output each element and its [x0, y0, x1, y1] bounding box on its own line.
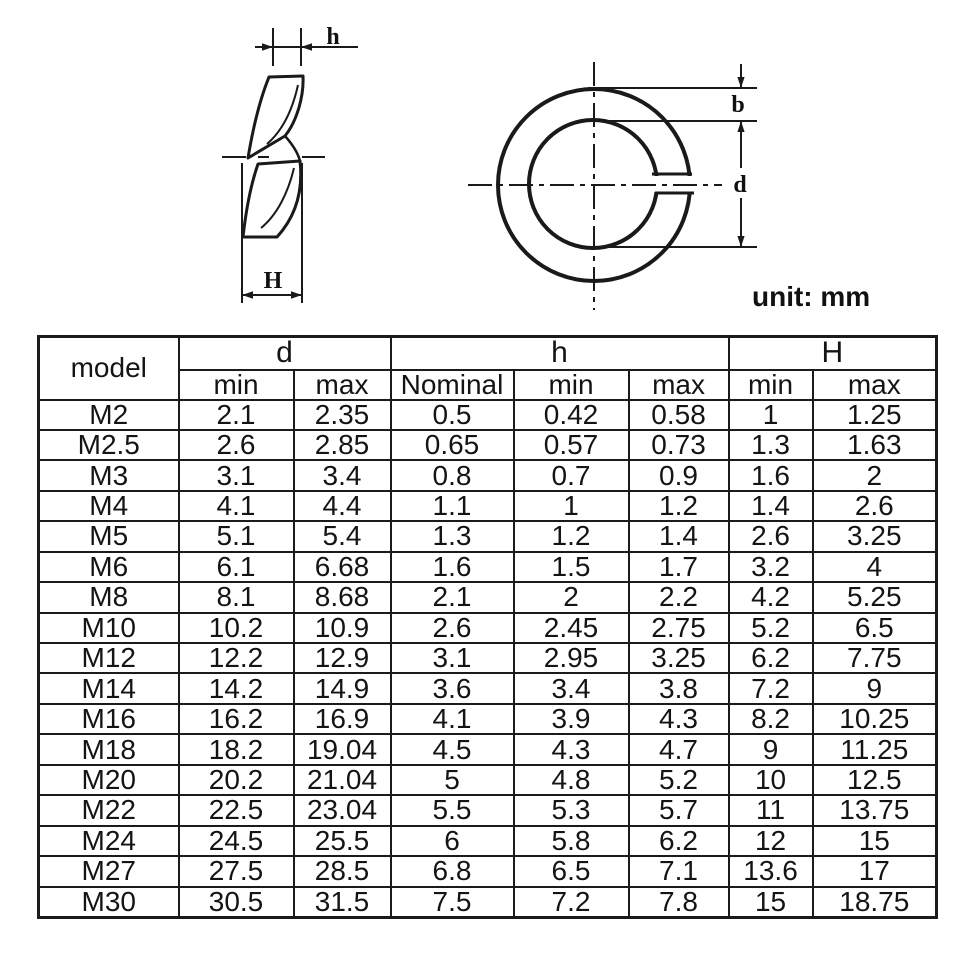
d-max-cell: 3.4: [294, 460, 391, 490]
table-row: [39, 734, 937, 764]
h-min-cell: 2.45: [514, 613, 629, 643]
H-max-cell: 17: [813, 856, 937, 886]
d-max-cell: 10.9: [294, 613, 391, 643]
H-min-cell: 1.3: [729, 430, 813, 460]
table-row: [39, 643, 937, 673]
H-max-cell: 5.25: [813, 582, 937, 612]
h-nominal-cell: 0.5: [391, 400, 514, 430]
header-model: model: [39, 337, 179, 400]
b-arrow-down: [737, 77, 744, 88]
H-min-cell: 4.2: [729, 582, 813, 612]
table-row: [39, 521, 937, 551]
model-cell: M5: [39, 521, 179, 551]
table-row: [39, 673, 937, 703]
H-min-cell: 5.2: [729, 613, 813, 643]
d-max-cell: 2.35: [294, 400, 391, 430]
h-max-cell: 4.3: [629, 704, 729, 734]
h-nominal-cell: 3.1: [391, 643, 514, 673]
coil-edge-link: [285, 136, 300, 161]
d-min-cell: 16.2: [179, 704, 294, 734]
H-max-cell: 4: [813, 552, 937, 582]
H-arrow-right: [291, 291, 302, 299]
table-row: [39, 887, 937, 918]
header-H-max: max: [813, 370, 937, 400]
washer-upper-coil: [248, 76, 303, 158]
h-max-cell: 0.73: [629, 430, 729, 460]
model-cell: M10: [39, 613, 179, 643]
H-max-cell: 2.6: [813, 491, 937, 521]
h-nominal-cell: 3.6: [391, 673, 514, 703]
h-nominal-cell: 6: [391, 826, 514, 856]
d-min-cell: 4.1: [179, 491, 294, 521]
table-row: [39, 430, 937, 460]
H-min-cell: 6.2: [729, 643, 813, 673]
table-row: [39, 552, 937, 582]
h-max-cell: 3.8: [629, 673, 729, 703]
model-cell: M30: [39, 887, 179, 918]
H-max-cell: 2: [813, 460, 937, 490]
spec-table: [37, 335, 938, 919]
H-min-cell: 13.6: [729, 856, 813, 886]
unit-label: unit: mm: [752, 281, 871, 312]
model-cell: M18: [39, 734, 179, 764]
h-max-cell: 1.4: [629, 521, 729, 551]
d-min-cell: 30.5: [179, 887, 294, 918]
h-min-cell: 2.95: [514, 643, 629, 673]
header-group-H: H: [729, 337, 937, 370]
model-cell: M4: [39, 491, 179, 521]
h-min-cell: 1.5: [514, 552, 629, 582]
header-h-max: max: [629, 370, 729, 400]
h-max-cell: 1.7: [629, 552, 729, 582]
h-nominal-cell: 6.8: [391, 856, 514, 886]
model-cell: M16: [39, 704, 179, 734]
d-max-cell: 31.5: [294, 887, 391, 918]
h-nominal-cell: 2.6: [391, 613, 514, 643]
top-view-drawing: [455, 50, 775, 315]
h-nominal-cell: 1.6: [391, 552, 514, 582]
h-nominal-cell: 0.65: [391, 430, 514, 460]
H-max-cell: 10.25: [813, 704, 937, 734]
table-row: [39, 795, 937, 825]
table-row: [39, 765, 937, 795]
H-max-cell: 18.75: [813, 887, 937, 918]
H-max-cell: 9: [813, 673, 937, 703]
model-cell: M8: [39, 582, 179, 612]
d-max-cell: 2.85: [294, 430, 391, 460]
d-max-cell: 23.04: [294, 795, 391, 825]
header-group-h: h: [391, 337, 729, 370]
h-nominal-cell: 5.5: [391, 795, 514, 825]
H-min-cell: 1: [729, 400, 813, 430]
model-cell: M22: [39, 795, 179, 825]
H-max-cell: 1.25: [813, 400, 937, 430]
h-nominal-cell: 2.1: [391, 582, 514, 612]
h-nominal-cell: 4.1: [391, 704, 514, 734]
h-max-cell: 2.75: [629, 613, 729, 643]
h-min-cell: 3.9: [514, 704, 629, 734]
h-min-cell: 1.2: [514, 521, 629, 551]
H-min-cell: 9: [729, 734, 813, 764]
h-max-cell: 3.25: [629, 643, 729, 673]
header-group-d: d: [179, 337, 391, 370]
model-cell: M2.5: [39, 430, 179, 460]
model-cell: M6: [39, 552, 179, 582]
model-cell: M14: [39, 673, 179, 703]
h-nominal-cell: 5: [391, 765, 514, 795]
table-row: [39, 826, 937, 856]
h-nominal-cell: 1.1: [391, 491, 514, 521]
h-max-cell: 4.7: [629, 734, 729, 764]
table-row: [39, 856, 937, 886]
H-min-cell: 10: [729, 765, 813, 795]
d-max-cell: 5.4: [294, 521, 391, 551]
header-d-min: min: [179, 370, 294, 400]
h-min-cell: 1: [514, 491, 629, 521]
d-max-cell: 16.9: [294, 704, 391, 734]
h-max-cell: 5.7: [629, 795, 729, 825]
H-max-cell: 15: [813, 826, 937, 856]
d-max-cell: 14.9: [294, 673, 391, 703]
model-cell: M12: [39, 643, 179, 673]
h-max-cell: 7.1: [629, 856, 729, 886]
h-max-cell: 1.2: [629, 491, 729, 521]
header-h-nominal: Nominal: [391, 370, 514, 400]
model-cell: M24: [39, 826, 179, 856]
h-max-cell: 2.2: [629, 582, 729, 612]
h-arrow-right: [301, 43, 312, 51]
d-min-cell: 10.2: [179, 613, 294, 643]
washer-side-profile: [243, 76, 303, 237]
d-dimension-label: d: [733, 172, 747, 198]
model-cell: M3: [39, 460, 179, 490]
d-max-cell: 8.68: [294, 582, 391, 612]
h-nominal-cell: 0.8: [391, 460, 514, 490]
h-nominal-cell: 1.3: [391, 521, 514, 551]
d-min-cell: 20.2: [179, 765, 294, 795]
h-min-cell: 2: [514, 582, 629, 612]
H-min-cell: 2.6: [729, 521, 813, 551]
H-arrow-left: [242, 291, 253, 299]
h-max-cell: 7.8: [629, 887, 729, 918]
h-dimension: [255, 28, 358, 66]
model-cell: M20: [39, 765, 179, 795]
header-h-min: min: [514, 370, 629, 400]
h-max-cell: 6.2: [629, 826, 729, 856]
H-min-cell: 7.2: [729, 673, 813, 703]
table-row: [39, 460, 937, 490]
spec-table-body: [39, 400, 937, 918]
table-row: [39, 613, 937, 643]
header-d-max: max: [294, 370, 391, 400]
h-max-cell: 0.9: [629, 460, 729, 490]
d-max-cell: 21.04: [294, 765, 391, 795]
h-min-cell: 0.42: [514, 400, 629, 430]
d-max-cell: 6.68: [294, 552, 391, 582]
d-min-cell: 12.2: [179, 643, 294, 673]
d-min-cell: 6.1: [179, 552, 294, 582]
d-max-cell: 25.5: [294, 826, 391, 856]
table-row: [39, 704, 937, 734]
H-max-cell: 3.25: [813, 521, 937, 551]
h-min-cell: 5.3: [514, 795, 629, 825]
H-min-cell: 11: [729, 795, 813, 825]
d-min-cell: 2.6: [179, 430, 294, 460]
spec-table-header: [39, 337, 937, 400]
h-dimension-label: h: [326, 24, 340, 50]
model-cell: M2: [39, 400, 179, 430]
d-min-cell: 24.5: [179, 826, 294, 856]
d-arrow-up: [737, 121, 744, 132]
d-min-cell: 8.1: [179, 582, 294, 612]
H-min-cell: 8.2: [729, 704, 813, 734]
H-min-cell: 3.2: [729, 552, 813, 582]
d-min-cell: 5.1: [179, 521, 294, 551]
header-H-min: min: [729, 370, 813, 400]
h-min-cell: 4.3: [514, 734, 629, 764]
H-dimension-label: H: [263, 268, 283, 294]
H-min-cell: 15: [729, 887, 813, 918]
h-arrow-left: [262, 43, 273, 51]
d-min-cell: 22.5: [179, 795, 294, 825]
H-max-cell: 1.63: [813, 430, 937, 460]
H-max-cell: 12.5: [813, 765, 937, 795]
d-max-cell: 12.9: [294, 643, 391, 673]
table-row: [39, 400, 937, 430]
H-max-cell: 7.75: [813, 643, 937, 673]
h-min-cell: 0.57: [514, 430, 629, 460]
d-max-cell: 28.5: [294, 856, 391, 886]
h-nominal-cell: 7.5: [391, 887, 514, 918]
d-min-cell: 3.1: [179, 460, 294, 490]
d-max-cell: 4.4: [294, 491, 391, 521]
H-min-cell: 1.4: [729, 491, 813, 521]
h-min-cell: 6.5: [514, 856, 629, 886]
side-view-drawing: [205, 10, 440, 315]
d-min-cell: 2.1: [179, 400, 294, 430]
d-min-cell: 27.5: [179, 856, 294, 886]
h-nominal-cell: 4.5: [391, 734, 514, 764]
h-min-cell: 4.8: [514, 765, 629, 795]
top-view-centerlines: [468, 62, 722, 310]
h-max-cell: 5.2: [629, 765, 729, 795]
h-min-cell: 3.4: [514, 673, 629, 703]
H-min-cell: 12: [729, 826, 813, 856]
b-dimension-label: b: [731, 92, 745, 118]
h-max-cell: 0.58: [629, 400, 729, 430]
d-min-cell: 18.2: [179, 734, 294, 764]
d-arrow-down: [737, 236, 744, 247]
h-min-cell: 0.7: [514, 460, 629, 490]
h-min-cell: 5.8: [514, 826, 629, 856]
H-max-cell: 11.25: [813, 734, 937, 764]
d-min-cell: 14.2: [179, 673, 294, 703]
H-min-cell: 1.6: [729, 460, 813, 490]
H-max-cell: 13.75: [813, 795, 937, 825]
H-max-cell: 6.5: [813, 613, 937, 643]
table-row: [39, 491, 937, 521]
d-max-cell: 19.04: [294, 734, 391, 764]
h-min-cell: 7.2: [514, 887, 629, 918]
model-cell: M27: [39, 856, 179, 886]
table-row: [39, 582, 937, 612]
